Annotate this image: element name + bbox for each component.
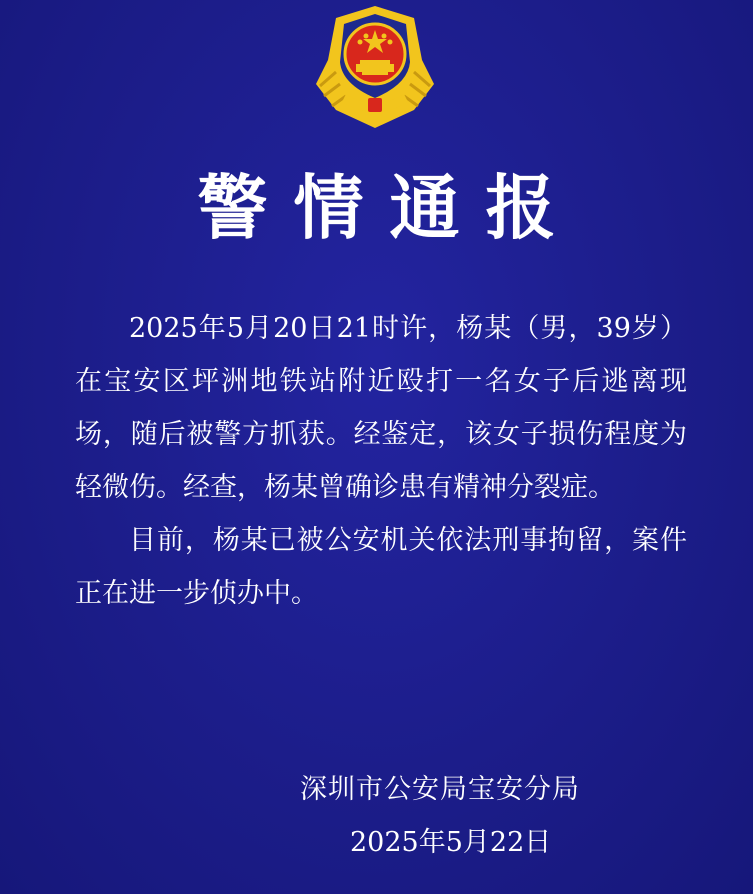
issue-date: 2025年5月22日 bbox=[350, 827, 552, 858]
body-paragraph: 2025年5月20日21时许，杨某（男，39岁）在宝安区坪洲地铁站附近殴打一名女子后逃离现场，随后被警方抓获。经鉴定，该女子损伤程度为轻微伤。经查，杨某曾确诊患有精神分裂症。 bbox=[75, 313, 687, 503]
body-paragraph: 目前，杨某已被公安机关依法刑事拘留，案件正在进一步侦办中。 bbox=[75, 525, 687, 609]
notice-body bbox=[75, 302, 687, 620]
police-emblem-icon bbox=[310, 2, 440, 132]
notice-title: 警情通报 bbox=[197, 167, 582, 249]
issuer-name: 深圳市公安局宝安分局 bbox=[300, 774, 580, 805]
